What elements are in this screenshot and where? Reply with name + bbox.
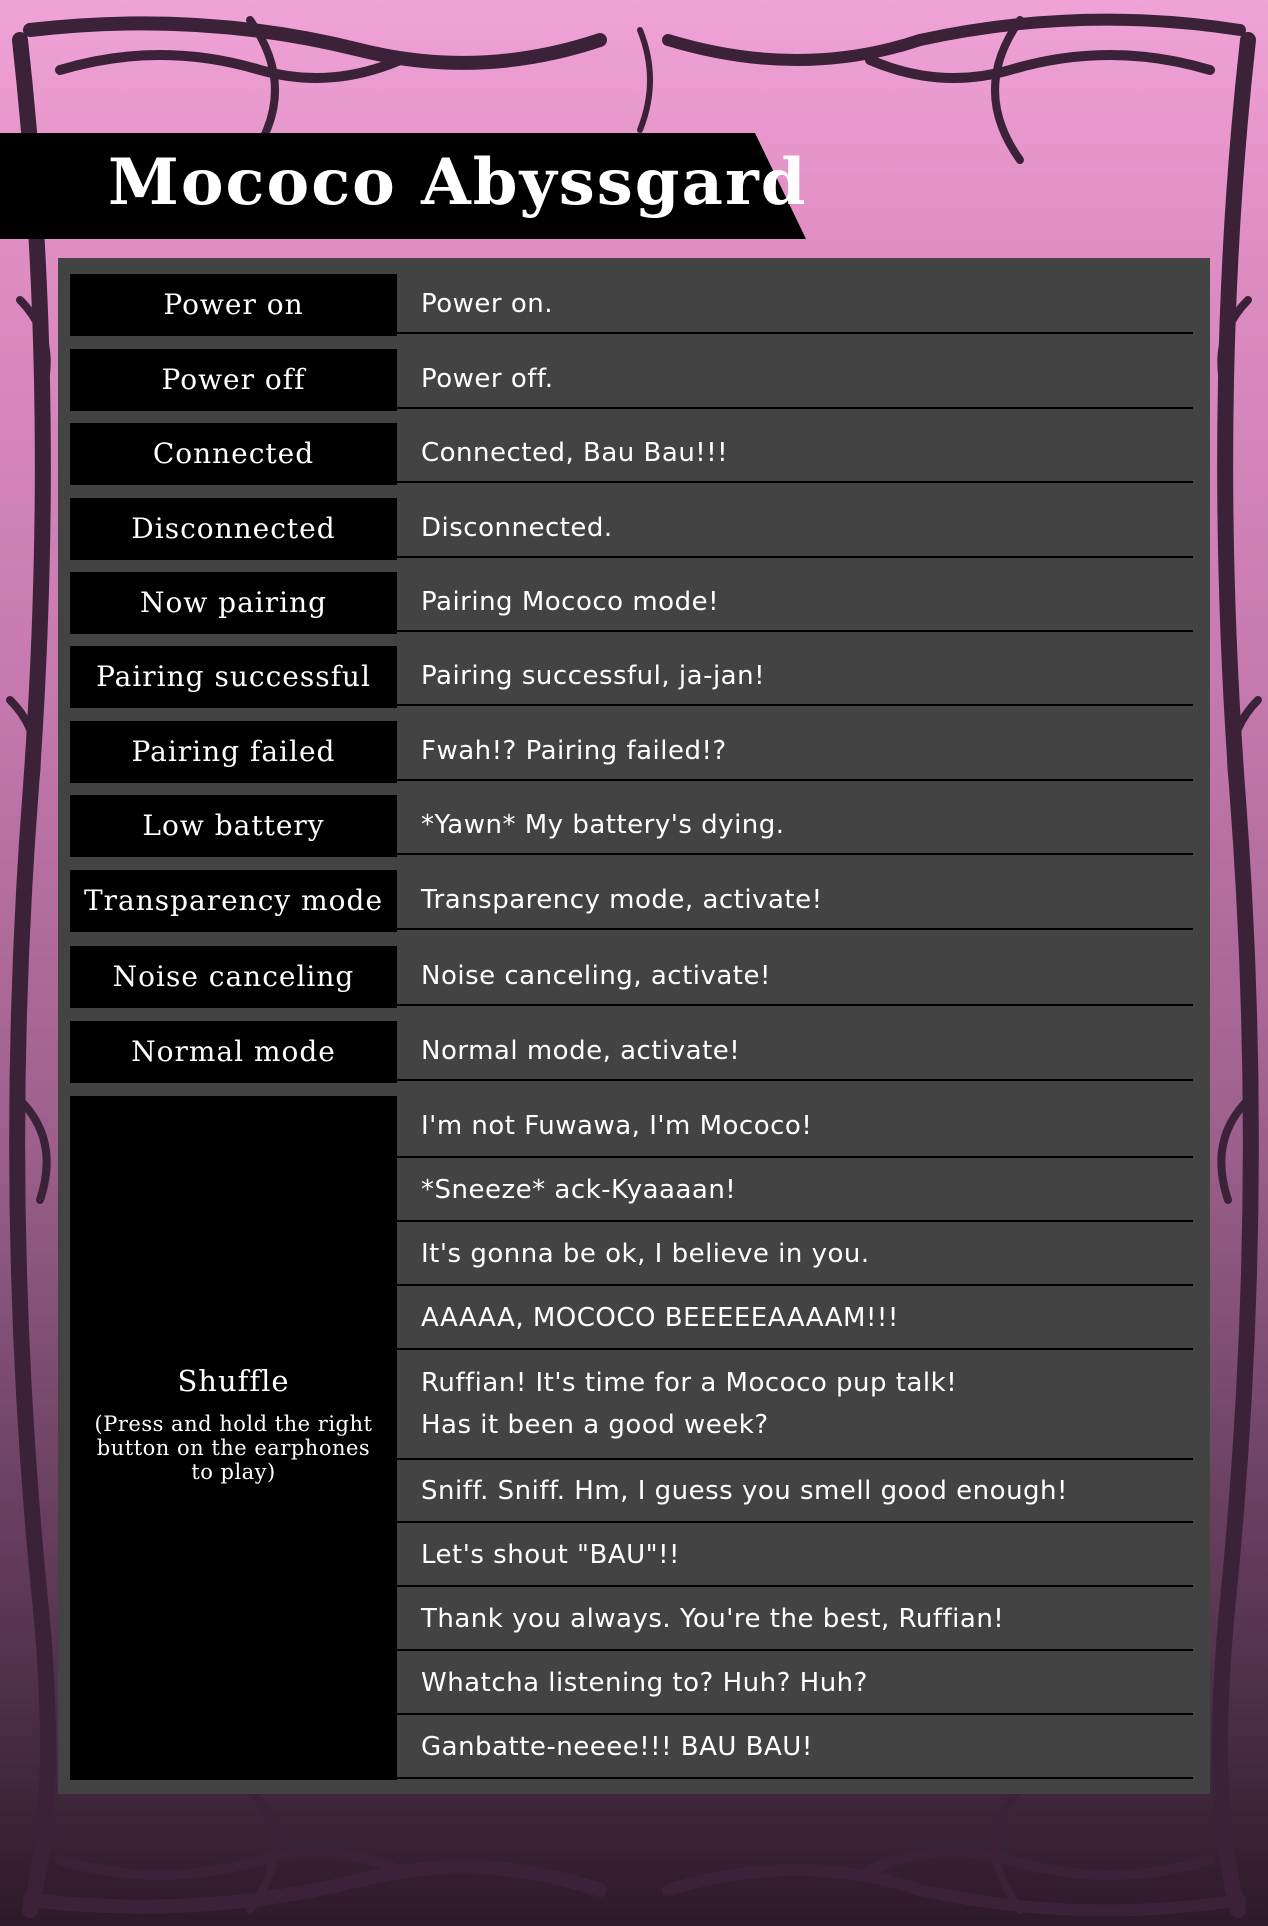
row-message: Normal mode, activate! — [397, 1021, 1193, 1081]
row-label: Now pairing — [70, 572, 397, 634]
row-label: Noise canceling — [70, 946, 397, 1008]
shuffle-note: (Press and hold the right button on the earphones to play) — [94, 1412, 373, 1484]
table-row — [70, 349, 1193, 411]
row-message: Transparency mode, activate! — [397, 870, 1193, 930]
shuffle-message: I'm not Fuwawa, I'm Mococo! — [397, 1096, 1193, 1158]
shuffle-message: Thank you always. You're the best, Ruffian! — [397, 1589, 1193, 1651]
table-row — [70, 946, 1193, 1008]
row-message: Power on. — [397, 274, 1193, 334]
shuffle-label-cell — [70, 1096, 397, 1780]
shuffle-message: *Sneeze* ack-Kyaaaan! — [397, 1160, 1193, 1222]
row-message: Disconnected. — [397, 498, 1193, 558]
row-message: Power off. — [397, 349, 1193, 409]
row-label: Connected — [70, 423, 397, 485]
row-message: Fwah!? Pairing failed!? — [397, 721, 1193, 781]
table-row — [70, 274, 1193, 336]
table-row — [70, 795, 1193, 857]
shuffle-message: Ganbatte-neeee!!! BAU BAU! — [397, 1717, 1193, 1779]
row-label: Pairing failed — [70, 721, 397, 783]
table-row — [70, 721, 1193, 783]
row-message: Pairing Mococo mode! — [397, 572, 1193, 632]
row-message: Pairing successful, ja-jan! — [397, 646, 1193, 706]
table-row — [70, 572, 1193, 634]
shuffle-message: It's gonna be ok, I believe in you. — [397, 1224, 1193, 1286]
shuffle-title: Shuffle — [177, 1364, 290, 1398]
shuffle-message-line: Ruffian! It's time for a Mococo pup talk! — [421, 1368, 958, 1398]
row-label: Normal mode — [70, 1021, 397, 1083]
table-row — [70, 870, 1193, 932]
row-message: *Yawn* My battery's dying. — [397, 795, 1193, 855]
shuffle-message: Sniff. Sniff. Hm, I guess you smell good enough! — [397, 1461, 1193, 1523]
row-label: Disconnected — [70, 498, 397, 560]
row-label: Low battery — [70, 795, 397, 857]
shuffle-message: Whatcha listening to? Huh? Huh? — [397, 1653, 1193, 1715]
row-label: Transparency mode — [70, 870, 397, 932]
shuffle-message-line: Has it been a good week? — [421, 1410, 769, 1440]
row-label: Power on — [70, 274, 397, 336]
row-message: Connected, Bau Bau!!! — [397, 423, 1193, 483]
shuffle-message — [397, 1352, 1193, 1460]
table-row — [70, 498, 1193, 560]
row-label: Power off — [70, 349, 397, 411]
table-row — [70, 646, 1193, 708]
page-title: Mococo Abyssgard — [108, 145, 808, 220]
row-message: Noise canceling, activate! — [397, 946, 1193, 1006]
row-label: Pairing successful — [70, 646, 397, 708]
table-row — [70, 423, 1193, 485]
shuffle-message: AAAAA, MOCOCO BEEEEEAAAAM!!! — [397, 1288, 1193, 1350]
table-row — [70, 1021, 1193, 1083]
shuffle-message: Let's shout "BAU"!! — [397, 1525, 1193, 1587]
